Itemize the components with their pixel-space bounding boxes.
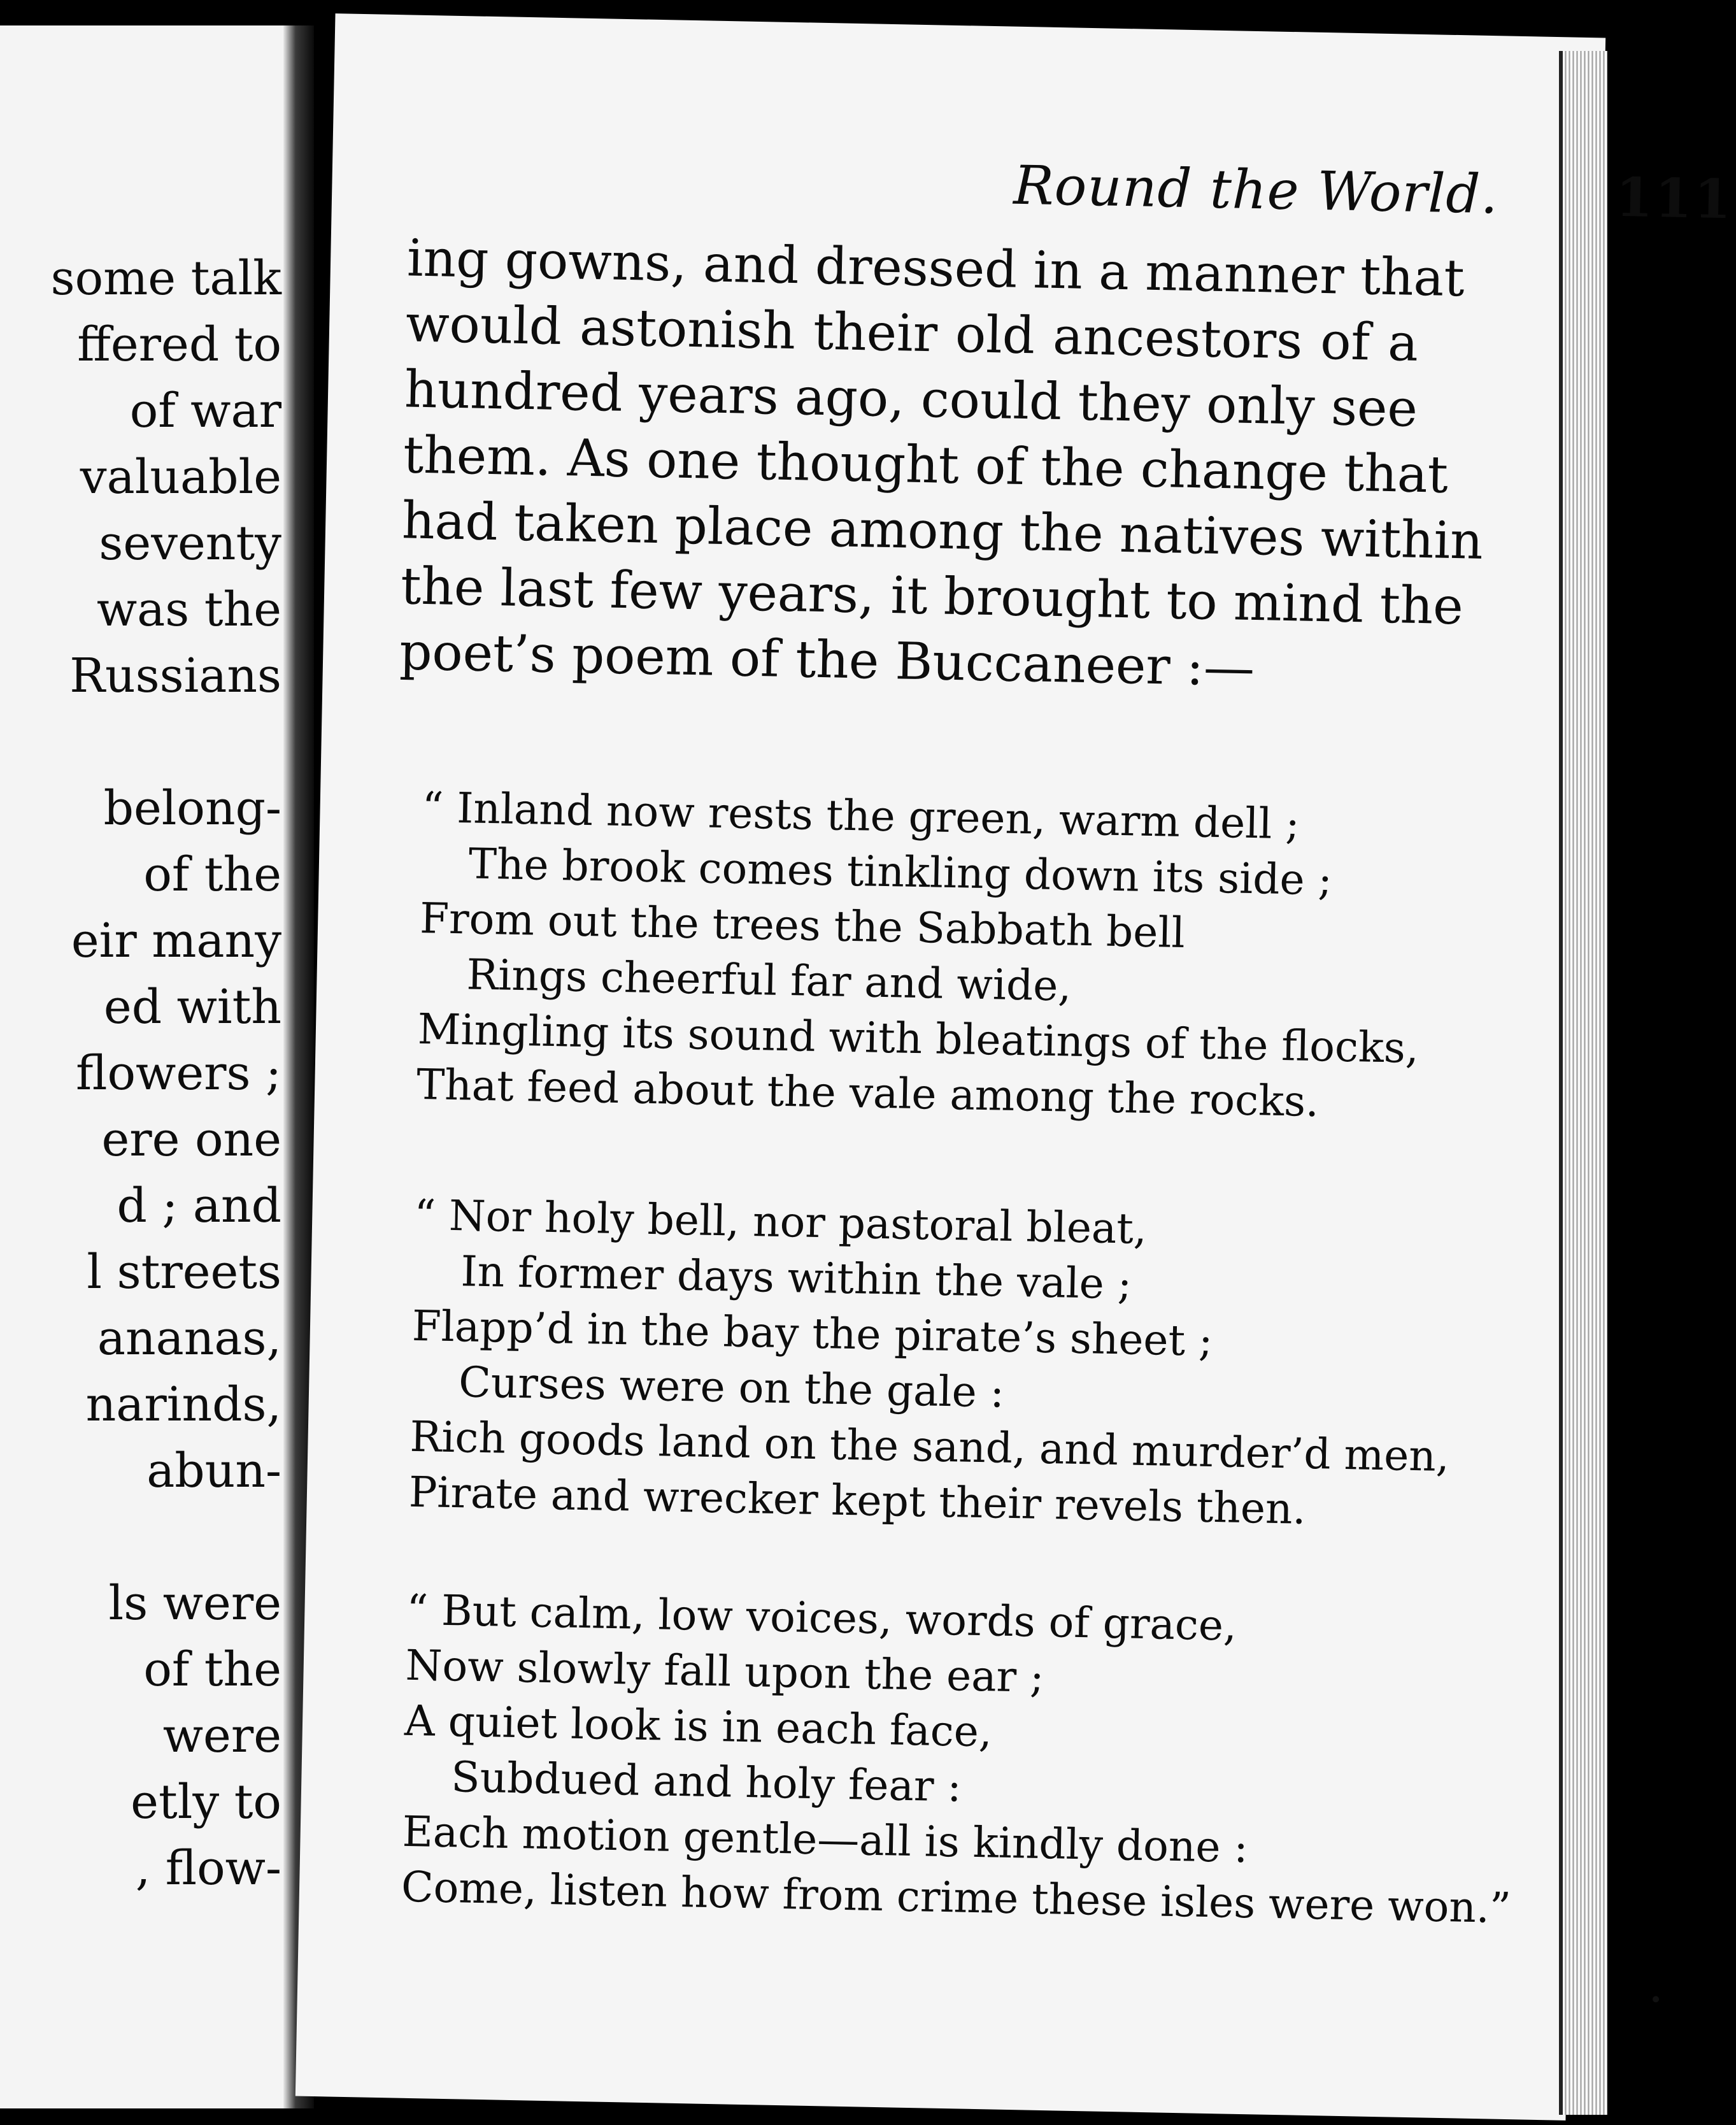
left-line: of war <box>129 383 281 438</box>
left-line: belong- <box>103 781 281 836</box>
verse-line: Rich goods land on the sand, and murder’d men, <box>409 1412 1450 1482</box>
prose-line: ing gowns, and dressed in a manner that <box>406 228 1465 308</box>
verse-line: A quiet look is in each face, <box>404 1696 993 1757</box>
verse-line: Each motion gentle—all is kindly done : <box>402 1807 1249 1873</box>
poem-stanza <box>401 1582 1512 1934</box>
left-line: , flow- <box>135 1841 281 1896</box>
left-line: narinds, <box>85 1377 281 1432</box>
verse-line: Come, listen how from crime these isles were won.” <box>401 1862 1512 1933</box>
prose-line: had taken place among the natives within <box>401 490 1484 571</box>
left-line: some talk <box>50 251 281 306</box>
verse-line: The brook comes tinkling down its side ; <box>468 839 1333 905</box>
left-line: abun- <box>146 1443 281 1498</box>
left-line: valuable <box>80 450 281 504</box>
poem-stanza <box>416 780 1419 1131</box>
left-line: of the <box>143 1642 281 1697</box>
prose-line: the last few years, it brought to mind the <box>400 556 1464 636</box>
left-line: ananas, <box>97 1311 281 1366</box>
left-line: ed with <box>103 980 281 1034</box>
prose-line: would astonish their old ancestors of a <box>405 294 1419 373</box>
ink-speck <box>1653 1996 1659 2002</box>
left-line: eir many <box>71 913 281 968</box>
left-page <box>0 25 299 2108</box>
left-line: seventy <box>99 516 281 571</box>
left-line: l streets <box>87 1245 281 1299</box>
left-line: of the <box>143 847 281 902</box>
left-paragraph-gap <box>0 709 281 775</box>
prose-line: them. As one thought of the change that <box>402 425 1449 504</box>
right-page <box>295 13 1734 2121</box>
left-line: was the <box>96 582 281 637</box>
verse-line: “ Nor holy bell, nor pastoral bleat, <box>413 1190 1148 1254</box>
verse-line: That feed about the vale among the rocks. <box>416 1059 1320 1127</box>
verse-line: Pirate and wrecker kept their revels then. <box>408 1467 1307 1534</box>
verse-line: Flapp’d in the bay the pirate’s sheet ; <box>411 1301 1214 1366</box>
left-line: ffered to <box>77 317 281 372</box>
prose-line: hundred years ago, could they only see <box>404 359 1418 438</box>
running-header-title: Round the World. <box>1013 154 1499 226</box>
poem-stanza <box>408 1187 1450 1539</box>
verse-line: From out the trees the Sabbath bell <box>419 893 1186 958</box>
prose-paragraph <box>399 225 1484 703</box>
left-line: ere one <box>101 1112 281 1167</box>
verse-line: Rings cheerful far and wide, <box>466 950 1072 1011</box>
left-line: Russians <box>69 648 281 703</box>
prose-line: poet’s poem of the Buccaneer :— <box>399 622 1255 698</box>
left-line: flowers ; <box>76 1046 281 1101</box>
verse-line: “ Inland now rests the green, warm dell ; <box>421 783 1300 849</box>
verse-line: In former days within the vale ; <box>460 1247 1132 1309</box>
left-line: were <box>162 1708 281 1763</box>
page-number: 111 <box>1615 165 1734 231</box>
verse-line: “ But calm, low voices, words of grace, <box>406 1585 1237 1650</box>
verse-line: Subdued and holy fear : <box>450 1752 962 1812</box>
left-paragraph-gap <box>0 1504 281 1570</box>
verse-line: Curses were on the gale : <box>458 1357 1005 1417</box>
left-line: ls were <box>108 1576 281 1631</box>
left-page-text <box>0 245 281 1901</box>
verse-line: Mingling its sound with bleatings of the flocks, <box>417 1004 1419 1073</box>
left-line: etly to <box>131 1775 281 1829</box>
verse-line: Now slowly fall upon the ear ; <box>405 1640 1045 1702</box>
page-edges <box>1559 51 1607 2115</box>
left-line: d ; and <box>117 1178 281 1233</box>
